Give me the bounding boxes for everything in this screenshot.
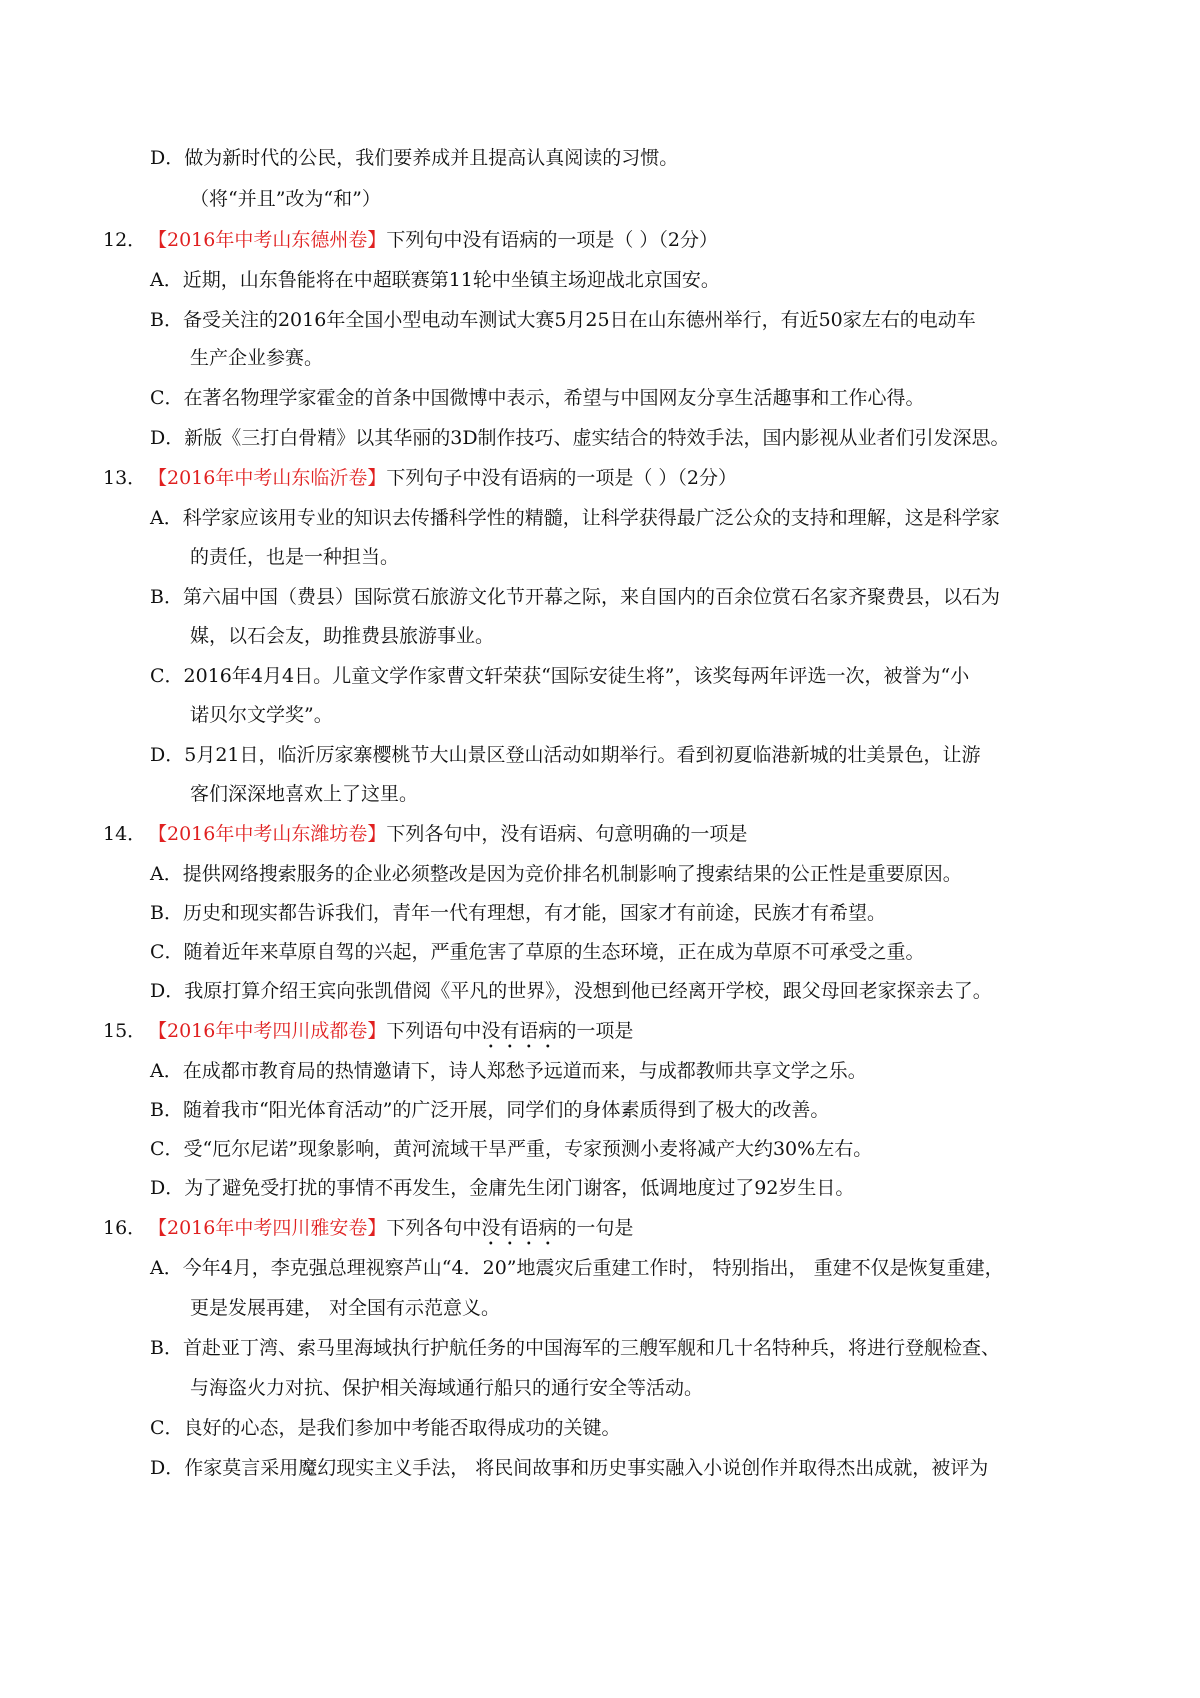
question-number: 13． [103, 467, 147, 489]
q16-option-d: D．作家莫言采用魔幻现实主义手法， 将民间故事和历史事实融入小说创作并取得杰出成就，被评为 [150, 1457, 989, 1479]
q13-option-d-cont: 客们深深地喜欢上了这里。 [190, 783, 419, 805]
emphasized-text: 没有语病 [481, 1020, 558, 1042]
q11-note: （将“并且”改为“和”） [190, 188, 381, 210]
q12-option-d: D．新版《三打白骨精》以其华丽的3D制作技巧、虚实结合的特效手法，国内影视从业者们引发深思。 [150, 427, 1010, 449]
q13-option-d: D．5月21日，临沂厉家寨樱桃节大山景区登山活动如期举行。看到初夏临港新城的壮美景色，让游 [150, 744, 981, 766]
question-text: 下列各句中 [386, 1217, 482, 1239]
question-text: 下列句子中没有语病的一项是（ ）（2分） [386, 467, 737, 489]
question-number: 16． [103, 1217, 147, 1239]
question-source: 【2016年中考四川雅安卷】 [148, 1217, 387, 1239]
q15-option-a: A．在成都市教育局的热情邀请下，诗人郑愁予远道而来，与成都教师共享文学之乐。 [150, 1060, 867, 1082]
q13-option-a: A．科学家应该用专业的知识去传播科学性的精髓，让科学获得最广泛公众的支持和理解，这是科学家 [150, 507, 1000, 529]
question-number: 15． [103, 1020, 147, 1042]
q13-option-b: B．第六届中国（费县）国际赏石旅游文化节开幕之际，来自国内的百余位赏石名家齐聚费县，以石为 [150, 586, 1000, 608]
q15-option-d: D．为了避免受打扰的事情不再发生，金庸先生闭门谢客，低调地度过了92岁生日。 [150, 1177, 855, 1199]
question-text-end: 的一项是 [557, 1020, 634, 1042]
question-source: 【2016年中考山东临沂卷】 [148, 467, 387, 489]
q13-option-c-cont: 诺贝尔文学奖”。 [190, 704, 333, 726]
q12-option-b-cont: 生产企业参赛。 [190, 347, 324, 369]
q15-option-c: C．受“厄尔尼诺”现象影响，黄河流域干旱严重，专家预测小麦将减产大约30%左右。 [150, 1138, 873, 1160]
emphasized-text: 没有语病 [481, 1217, 558, 1239]
question-source: 【2016年中考四川成都卷】 [148, 1020, 387, 1042]
question-source: 【2016年中考山东德州卷】 [148, 229, 387, 251]
question-text: 下列句中没有语病的一项是（ ）（2分） [386, 229, 718, 251]
question-source: 【2016年中考山东潍坊卷】 [148, 823, 387, 845]
q12-option-c: C．在著名物理学家霍金的首条中国微博中表示，希望与中国网友分享生活趣事和工作心得。 [150, 387, 925, 409]
question-text: 下列各句中，没有语病、句意明确的一项是 [386, 823, 748, 845]
q14-option-c: C．随着近年来草原自驾的兴起，严重危害了草原的生态环境，正在成为草原不可承受之重。 [150, 941, 925, 963]
question-number: 14． [103, 823, 147, 845]
q14-option-d: D．我原打算介绍王宾向张凯借阅《平凡的世界》，没想到他已经离开学校，跟父母回老家探亲去了。 [150, 980, 992, 1002]
question-number: 12． [103, 229, 147, 251]
question-text: 下列语句中 [386, 1020, 482, 1042]
q11-option-d: D．做为新时代的公民，我们要养成并且提高认真阅读的习惯。 [150, 147, 679, 169]
q14-option-a: A．提供网络搜索服务的企业必须整改是因为竞价排名机制影响了搜索结果的公正性是重要原因。 [150, 863, 962, 885]
question-text-end: 的一句是 [557, 1217, 634, 1239]
q14-option-b: B．历史和现实都告诉我们，青年一代有理想，有才能，国家才有前途，民族才有希望。 [150, 902, 886, 924]
q16-option-b-cont: 与海盗火力对抗、保护相关海域通行船只的通行安全等活动。 [190, 1377, 704, 1399]
q12-option-b: B．备受关注的2016年全国小型电动车测试大赛5月25日在山东德州举行，有近50家左右的电动车 [150, 309, 976, 331]
q13-option-c: C．2016年4月4日。儿童文学作家曹文轩荣获“国际安徒生将”，该奖每两年评选一次，被誉为“小 [150, 665, 970, 687]
q16-option-c: C．良好的心态，是我们参加中考能否取得成功的关键。 [150, 1417, 621, 1439]
q16-option-a-cont: 更是发展再建， 对全国有示范意义。 [190, 1297, 501, 1319]
q16-option-a: A．今年4月，李克强总理视察芦山“4．20”地震灾后重建工作时， 特别指出， 重建不仅是恢复重建， [150, 1257, 1004, 1279]
q16-option-b: B．首赴亚丁湾、索马里海域执行护航任务的中国海军的三艘军舰和几十名特种兵，将进行登舰检查、 [150, 1337, 1000, 1359]
q13-option-a-cont: 的责任，也是一种担当。 [190, 546, 400, 568]
q12-option-a: A．近期，山东鲁能将在中超联赛第11轮中坐镇主场迎战北京国安。 [150, 269, 720, 291]
q13-option-b-cont: 媒，以石会友，助推费县旅游事业。 [190, 625, 495, 647]
q15-option-b: B．随着我市“阳光体育活动”的广泛开展，同学们的身体素质得到了极大的改善。 [150, 1099, 830, 1121]
